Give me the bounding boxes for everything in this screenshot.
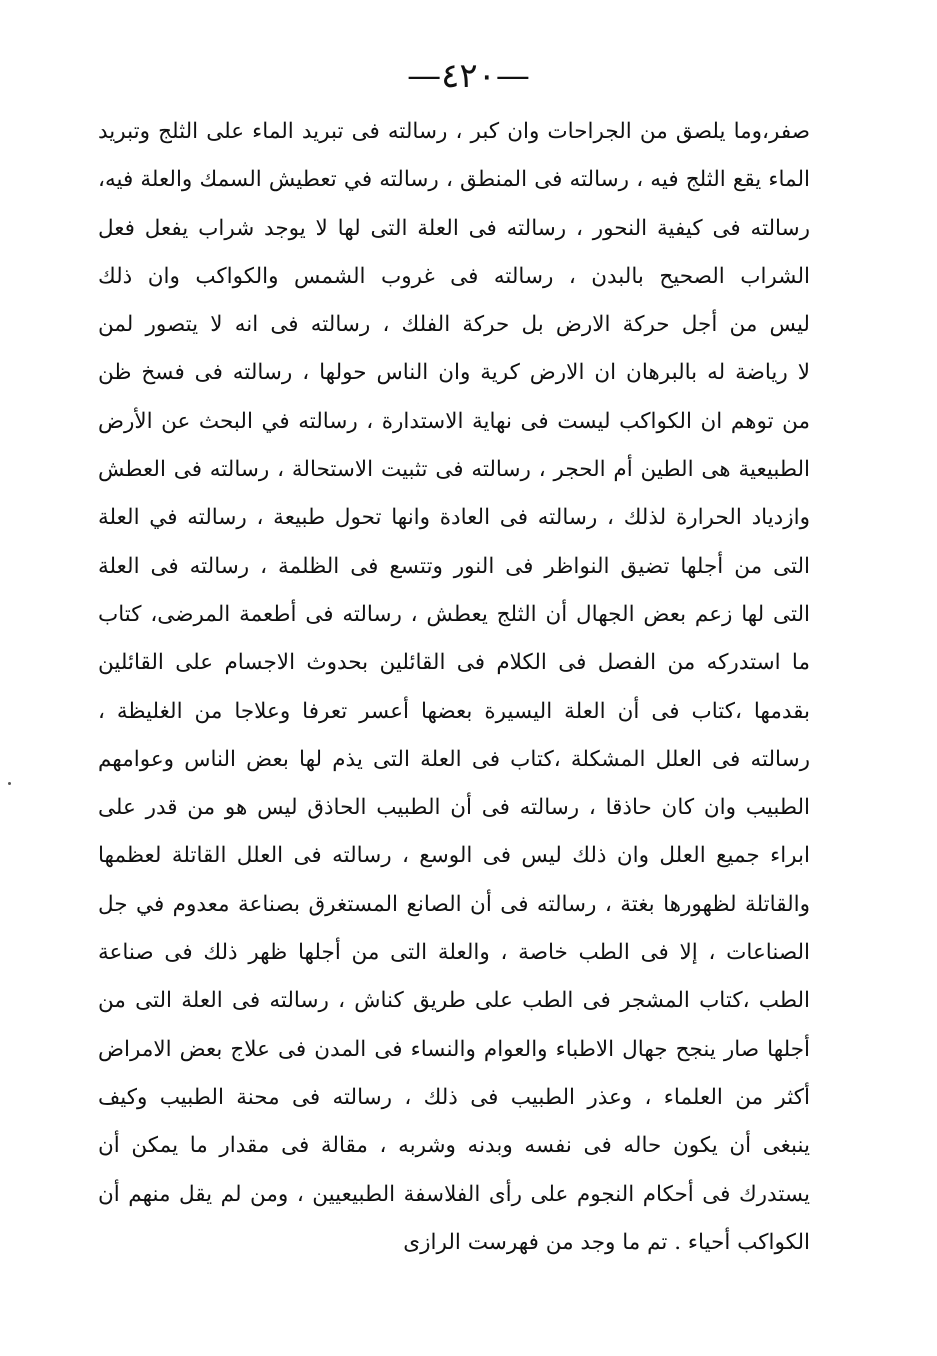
text-line: رسالته فى العلل المشكلة ،كتاب فى العلة التى يذم لها بعض الناس وعوامهم: [98, 746, 810, 772]
text-line: التى من أجلها تضيق النواظر فى النور وتتسع فى الظلمة ، رسالته فى العلة: [98, 553, 810, 579]
scan-speck: [8, 782, 11, 785]
text-line: من توهم ان الكواكب ليست فى نهاية الاستدارة ، رسالته في البحث عن الأرض: [98, 408, 810, 434]
text-line: التى لها زعم بعض الجهال أن الثلج يعطش ، رسالته فى أطعمة المرضى، كتاب: [98, 601, 810, 627]
text-line: الطبيعية هى الطين أم الحجر ، رسالته فى تثبيت الاستحالة ، رسالته فى العطش: [98, 457, 810, 483]
text-line: الكواكب أحياء . تم ما وجد من فهرست الرازى: [403, 1229, 810, 1255]
page-number: —٤٢٠—: [407, 56, 530, 96]
text-line: ما استدركه من الفصل فى الكلام فى القائلين بحدوث الاجسام على القائلين: [98, 650, 810, 676]
text-line: الماء يقع الثلج فيه ، رسالته فى المنطق ، رسالته في تعطيش السمك والعلة فيه،: [98, 167, 810, 193]
text-line: صفر،وما يلصق من الجراحات وان كبر ، رسالته فى تبريد الماء على الثلج وتبريد: [98, 119, 810, 144]
text-line: والقاتلة لظهورها بغتة ، رسالته فى أن الصانع المستغرق بصناعة معدوم في جل: [98, 891, 810, 917]
text-line: أجلها صار ينجح جهال الاطباء والعوام والنساء فى المدن فى علاج بعض الامراض: [98, 1036, 810, 1062]
body-text: [98, 108, 810, 1267]
text-line: الصناعات ، إلا فى الطب خاصة ، والعلة التى من أجلها ظهر ذلك فى صناعة: [98, 940, 810, 966]
text-line: رسالته فى كيفية النحور ، رسالته فى العلة التى لها لا يوجد شراب يفعل فعل: [98, 215, 810, 241]
text-line: ابراء جميع العلل وان ذلك ليس فى الوسع ، رسالته فى العلل القاتلة لعظمها: [98, 843, 810, 869]
text-line: يستدرك فى أحكام النجوم على رأى الفلاسفة الطبيعيين ، ومن لم يقل منهم أن: [98, 1181, 810, 1207]
text-line: أكثر من العلماء ، وعذر الطبيب فى ذلك ، رسالته فى محنة الطبيب وكيف: [98, 1084, 810, 1110]
text-line: ينبغى أن يكون حاله فى نفسه وبدنه وشربه ، مقالة فى مقدار ما يمكن أن: [98, 1133, 810, 1159]
text-line: وازدياد الحرارة لذلك ، رسالته فى العادة وانها تحول طبيعة ، رسالته في العلة: [98, 505, 810, 531]
text-line: بقدمها ،كتاب فى أن العلة اليسيرة بعضها أعسر تعرفا وعلاجا من الغليظة ،: [98, 698, 810, 724]
text-line: الطبيب وان كان حاذقا ، رسالته فى أن الطبيب الحاذق ليس هو من قدر على: [98, 795, 810, 821]
text-line: ليس من أجل حركة الارض بل حركة الفلك ، رسالته فى انه لا يتصور لمن: [98, 312, 810, 338]
text-line: الشراب الصحيح بالبدن ، رسالته فى غروب الشمس والكواكب وان ذلك: [98, 263, 810, 289]
text-line: الطب ،كتاب المشجر فى الطب على طريق كناش ، رسالته فى العلة التى من: [98, 988, 810, 1014]
text-line: لا رياضة له بالبرهان ان الارض كرية وان الناس حولها ، رسالته فى فسخ ظن: [98, 360, 810, 386]
